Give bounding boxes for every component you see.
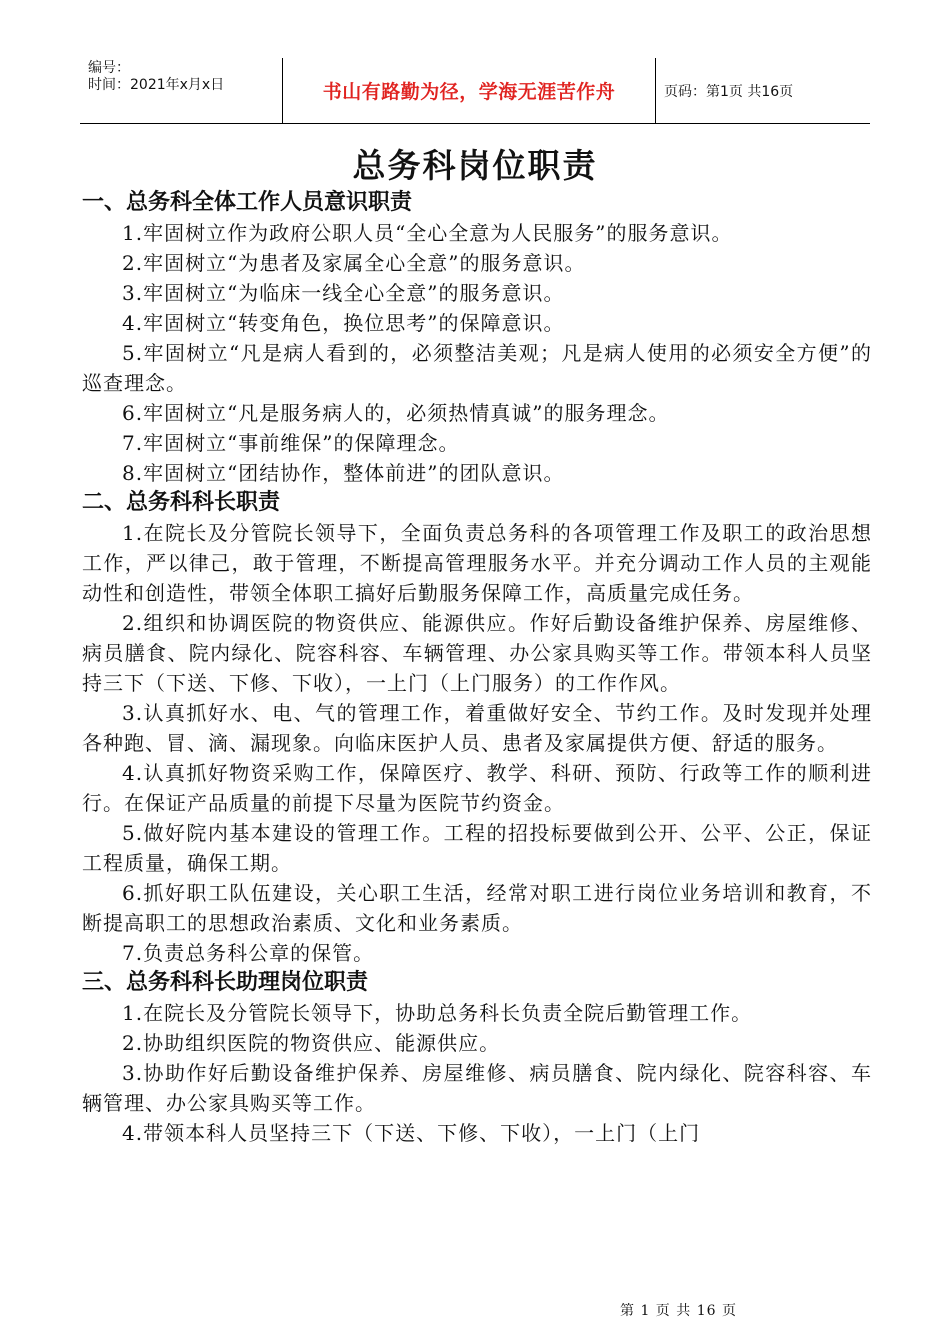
paragraph: 3.牢固树立“为临床一线全心全意”的服务意识。 — [122, 281, 565, 305]
section-heading: 三、总务科科长助理岗位职责 — [82, 970, 369, 995]
paragraph: 4.牢固树立“转变角色，换位思考”的保障意识。 — [122, 311, 565, 335]
page-footer: 第 1 页 共 16 页 — [620, 1303, 737, 1319]
paragraph: 2.协助组织医院的物资供应、能源供应。 — [122, 1031, 501, 1055]
time-line: 时间：2021年x月x日 — [88, 77, 225, 93]
paragraph: 1.在院长及分管院长领导下，协助总务科长负责全院后勤管理工作。 — [122, 1001, 753, 1025]
number-label: 编号： — [88, 60, 130, 76]
header-meta — [80, 58, 282, 123]
document-body — [82, 188, 872, 1148]
page-header — [80, 58, 870, 124]
section-heading: 一、总务科全体工作人员意识职责 — [82, 190, 413, 215]
paragraph: 4.认真抓好物资采购工作，保障医疗、教学、科研、预防、行政等工作的顺利进行。在保证产品质量的前提下尽量为医院节约资金。 — [82, 761, 872, 815]
paragraph: 5.做好院内基本建设的管理工作。工程的招投标要做到公开、公平、公正，保证工程质量，确保工期。 — [82, 821, 872, 875]
paragraph: 1.在院长及分管院长领导下，全面负责总务科的各项管理工作及职工的政治思想工作，严以律己，敢于管理，不断提高管理服务水平。并充分调动工作人员的主观能动性和创造性，带领全体职工搞好后勤服务保障工作，高质量完成任务。 — [82, 521, 872, 605]
document-title: 总务科岗位职责 — [352, 146, 598, 185]
paragraph: 1.牢固树立作为政府公职人员“全心全意为人民服务”的服务意识。 — [122, 221, 733, 245]
header-motto-cell — [282, 58, 656, 123]
paragraph: 5.牢固树立“凡是病人看到的，必须整洁美观；凡是病人使用的必须安全方便”的巡查理念。 — [82, 341, 872, 395]
paragraph: 6.牢固树立“凡是服务病人的，必须热情真诚”的服务理念。 — [122, 401, 670, 425]
paragraph: 8.牢固树立“团结协作，整体前进”的团队意识。 — [122, 461, 565, 485]
page-info: 页码：第1页 共16页 — [664, 83, 794, 100]
paragraph: 3.协助作好后勤设备维护保养、房屋维修、病员膳食、院内绿化、院容科容、车辆管理、办公家具购买等工作。 — [82, 1061, 872, 1115]
paragraph: 2.组织和协调医院的物资供应、能源供应。作好后勤设备维护保养、房屋维修、病员膳食、院内绿化、院容科容、车辆管理、办公家具购买等工作。带领本科人员坚持三下（下送、下修、下收），一上门（上门服务）的工作作风。 — [82, 611, 872, 695]
paragraph: 7.牢固树立“事前维保”的保障理念。 — [122, 431, 460, 455]
section-heading: 二、总务科科长职责 — [82, 490, 281, 515]
paragraph: 2.牢固树立“为患者及家属全心全意”的服务意识。 — [122, 251, 586, 275]
motto: 书山有路勤为径，学海无涯苦作舟 — [322, 81, 616, 103]
paragraph: 7.负责总务科公章的保管。 — [122, 941, 375, 965]
paragraph: 4.带领本科人员坚持三下（下送、下修、下收），一上门（上门 — [122, 1121, 701, 1145]
header-page-info-cell — [656, 58, 870, 123]
paragraph: 6.抓好职工队伍建设，关心职工生活，经常对职工进行岗位业务培训和教育，不断提高职工的思想政治素质、文化和业务素质。 — [82, 881, 872, 935]
paragraph: 3.认真抓好水、电、气的管理工作，着重做好安全、节约工作。及时发现并处理各种跑、冒、滴、漏现象。向临床医护人员、患者及家属提供方便、舒适的服务。 — [82, 701, 872, 755]
